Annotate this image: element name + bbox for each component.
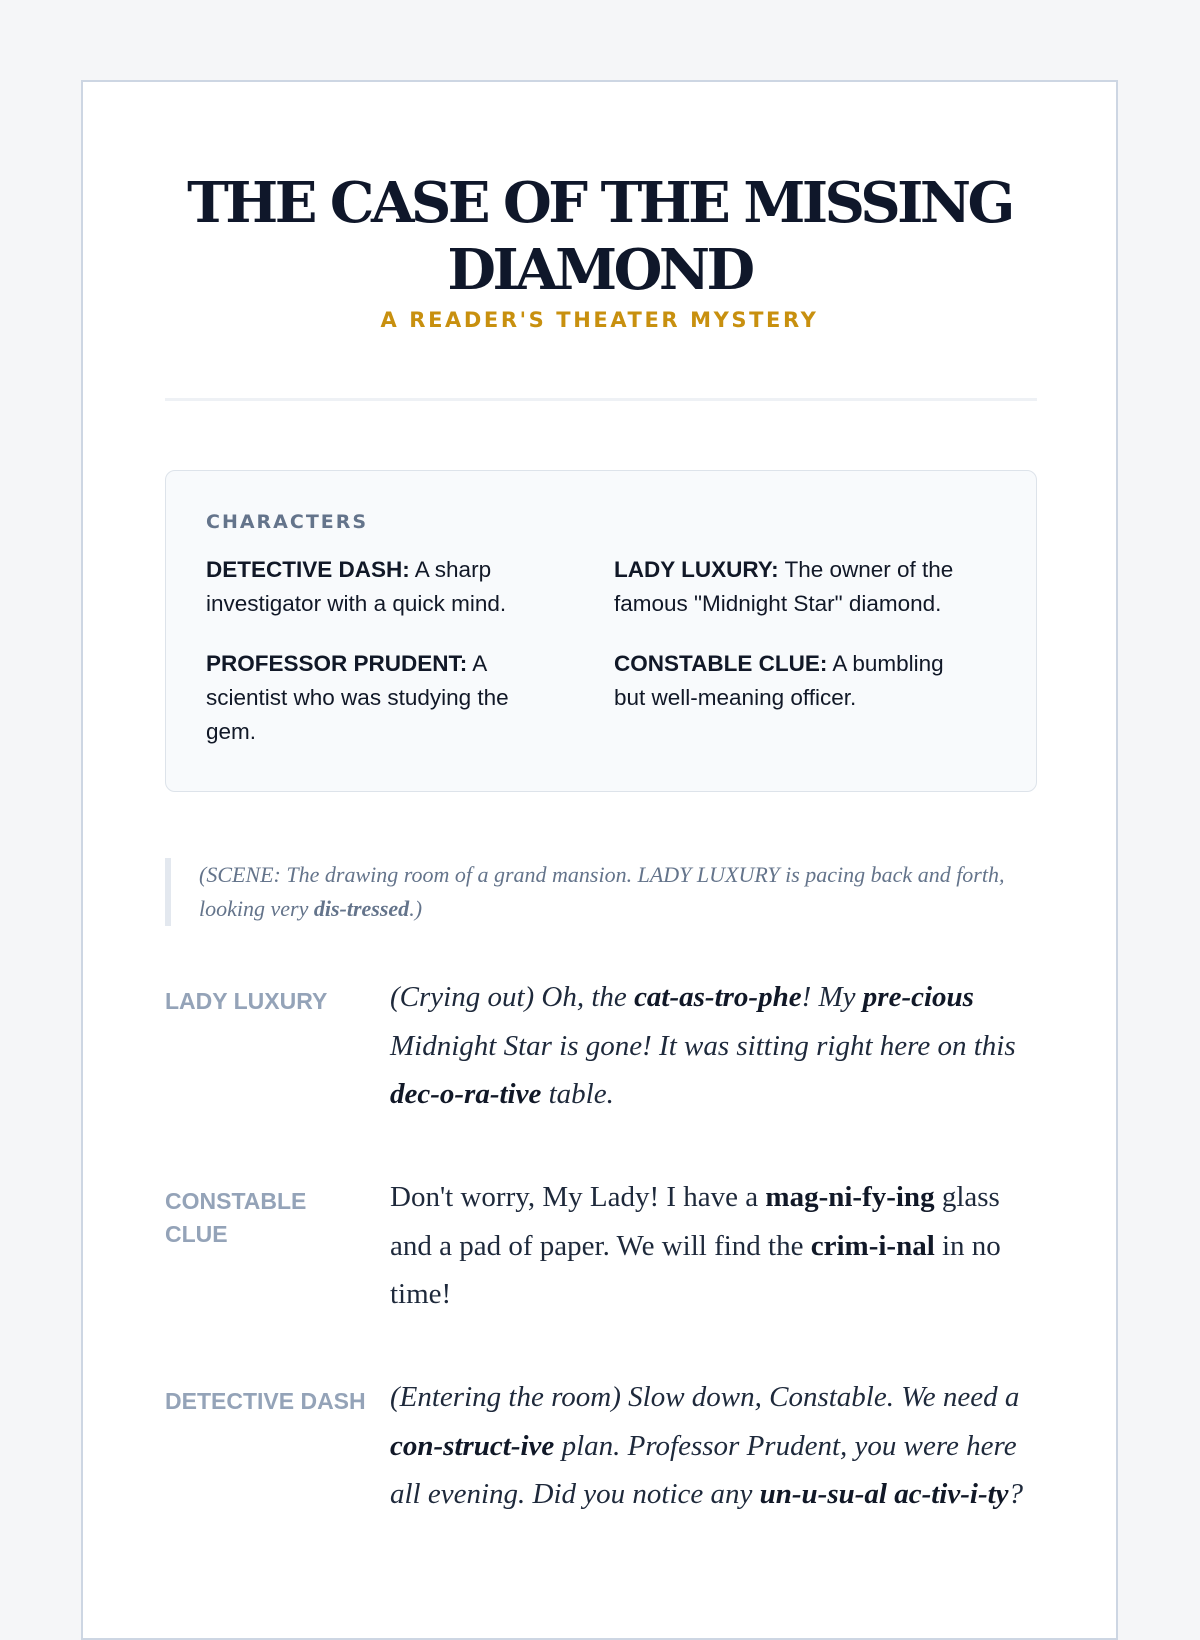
character-description: The owner of the famous "Midnight Star" diamond. — [614, 557, 954, 616]
character-name: CONSTABLE CLUE: — [614, 651, 828, 676]
character-entry-constable-clue — [614, 647, 964, 715]
character-description: A bumbling but well-meaning officer. — [614, 651, 944, 710]
character-description: A sharp investigator with a quick mind. — [206, 557, 507, 616]
dialogue-text: ? — [1008, 1478, 1024, 1510]
vocab-word: dec-o-ra-tive — [390, 1078, 542, 1110]
scene-direction — [165, 858, 1025, 926]
dialogue-line — [390, 973, 1045, 1119]
title-line-2: DIAMOND — [447, 237, 752, 303]
vocab-word: pre-cious — [862, 981, 974, 1013]
character-entry-detective-dash — [206, 553, 556, 621]
speaker-name: DETECTIVE DASH — [165, 1388, 366, 1414]
dialogue-line — [390, 1373, 1045, 1519]
character-description: A scientist who was studying the gem. — [206, 651, 509, 744]
vocab-word: cat-as-tro-phe — [634, 981, 802, 1013]
characters-panel — [165, 470, 1037, 792]
title-line-1: THE CASE OF THE MISSING — [187, 170, 1012, 236]
character-name: LADY LUXURY: — [614, 557, 779, 582]
dialogue-text: in no time! — [390, 1229, 1001, 1310]
dialogue-text: Midnight Star is gone! It was sitting right here on this — [390, 1029, 1016, 1062]
dialogue-text: (Entering the room) Slow down, Constable. We need a — [390, 1381, 1020, 1413]
characters-heading: CHARACTERS — [206, 511, 369, 533]
dialogue-text: (Crying out) Oh, the — [390, 981, 635, 1013]
dialogue-text: glass and a pad of paper. We will find the — [390, 1181, 1000, 1262]
dialogue-text: Don't worry, My Lady! I have a — [390, 1181, 766, 1213]
scene-text: (SCENE: The drawing room of a grand mansion. LADY LUXURY is pacing back and forth, looking very — [199, 862, 1005, 921]
scene-vocab-word: dis-tressed — [313, 896, 410, 921]
vocab-word: mag-ni-fy-ing — [765, 1181, 935, 1213]
vocab-word: un-u-su-al ac-tiv-i-ty — [759, 1478, 1009, 1510]
character-entry-professor-prudent — [206, 647, 556, 749]
character-entry-lady-luxury — [614, 553, 964, 621]
character-name: PROFESSOR PRUDENT: — [206, 651, 468, 676]
speaker-name: CONSTABLE CLUE — [165, 1188, 307, 1247]
dialogue-text: plan. Professor Prudent, you were here all evening. Did you notice any — [390, 1429, 1017, 1510]
dialogue-line — [390, 1173, 1045, 1319]
scene-text-end: .) — [409, 896, 423, 921]
script-page — [81, 80, 1118, 1640]
vocab-word: con-struct-ive — [390, 1429, 555, 1462]
vocab-word: crim-i-nal — [810, 1229, 935, 1262]
character-name: DETECTIVE DASH: — [206, 557, 410, 582]
speaker-name: LADY LUXURY — [165, 988, 328, 1014]
page-title — [83, 170, 1116, 304]
title-divider — [165, 398, 1037, 401]
page-subtitle: A READER'S THEATER MYSTERY — [380, 308, 819, 332]
dialogue-text: table. — [541, 1078, 614, 1110]
dialogue-text: ! My — [801, 981, 863, 1013]
